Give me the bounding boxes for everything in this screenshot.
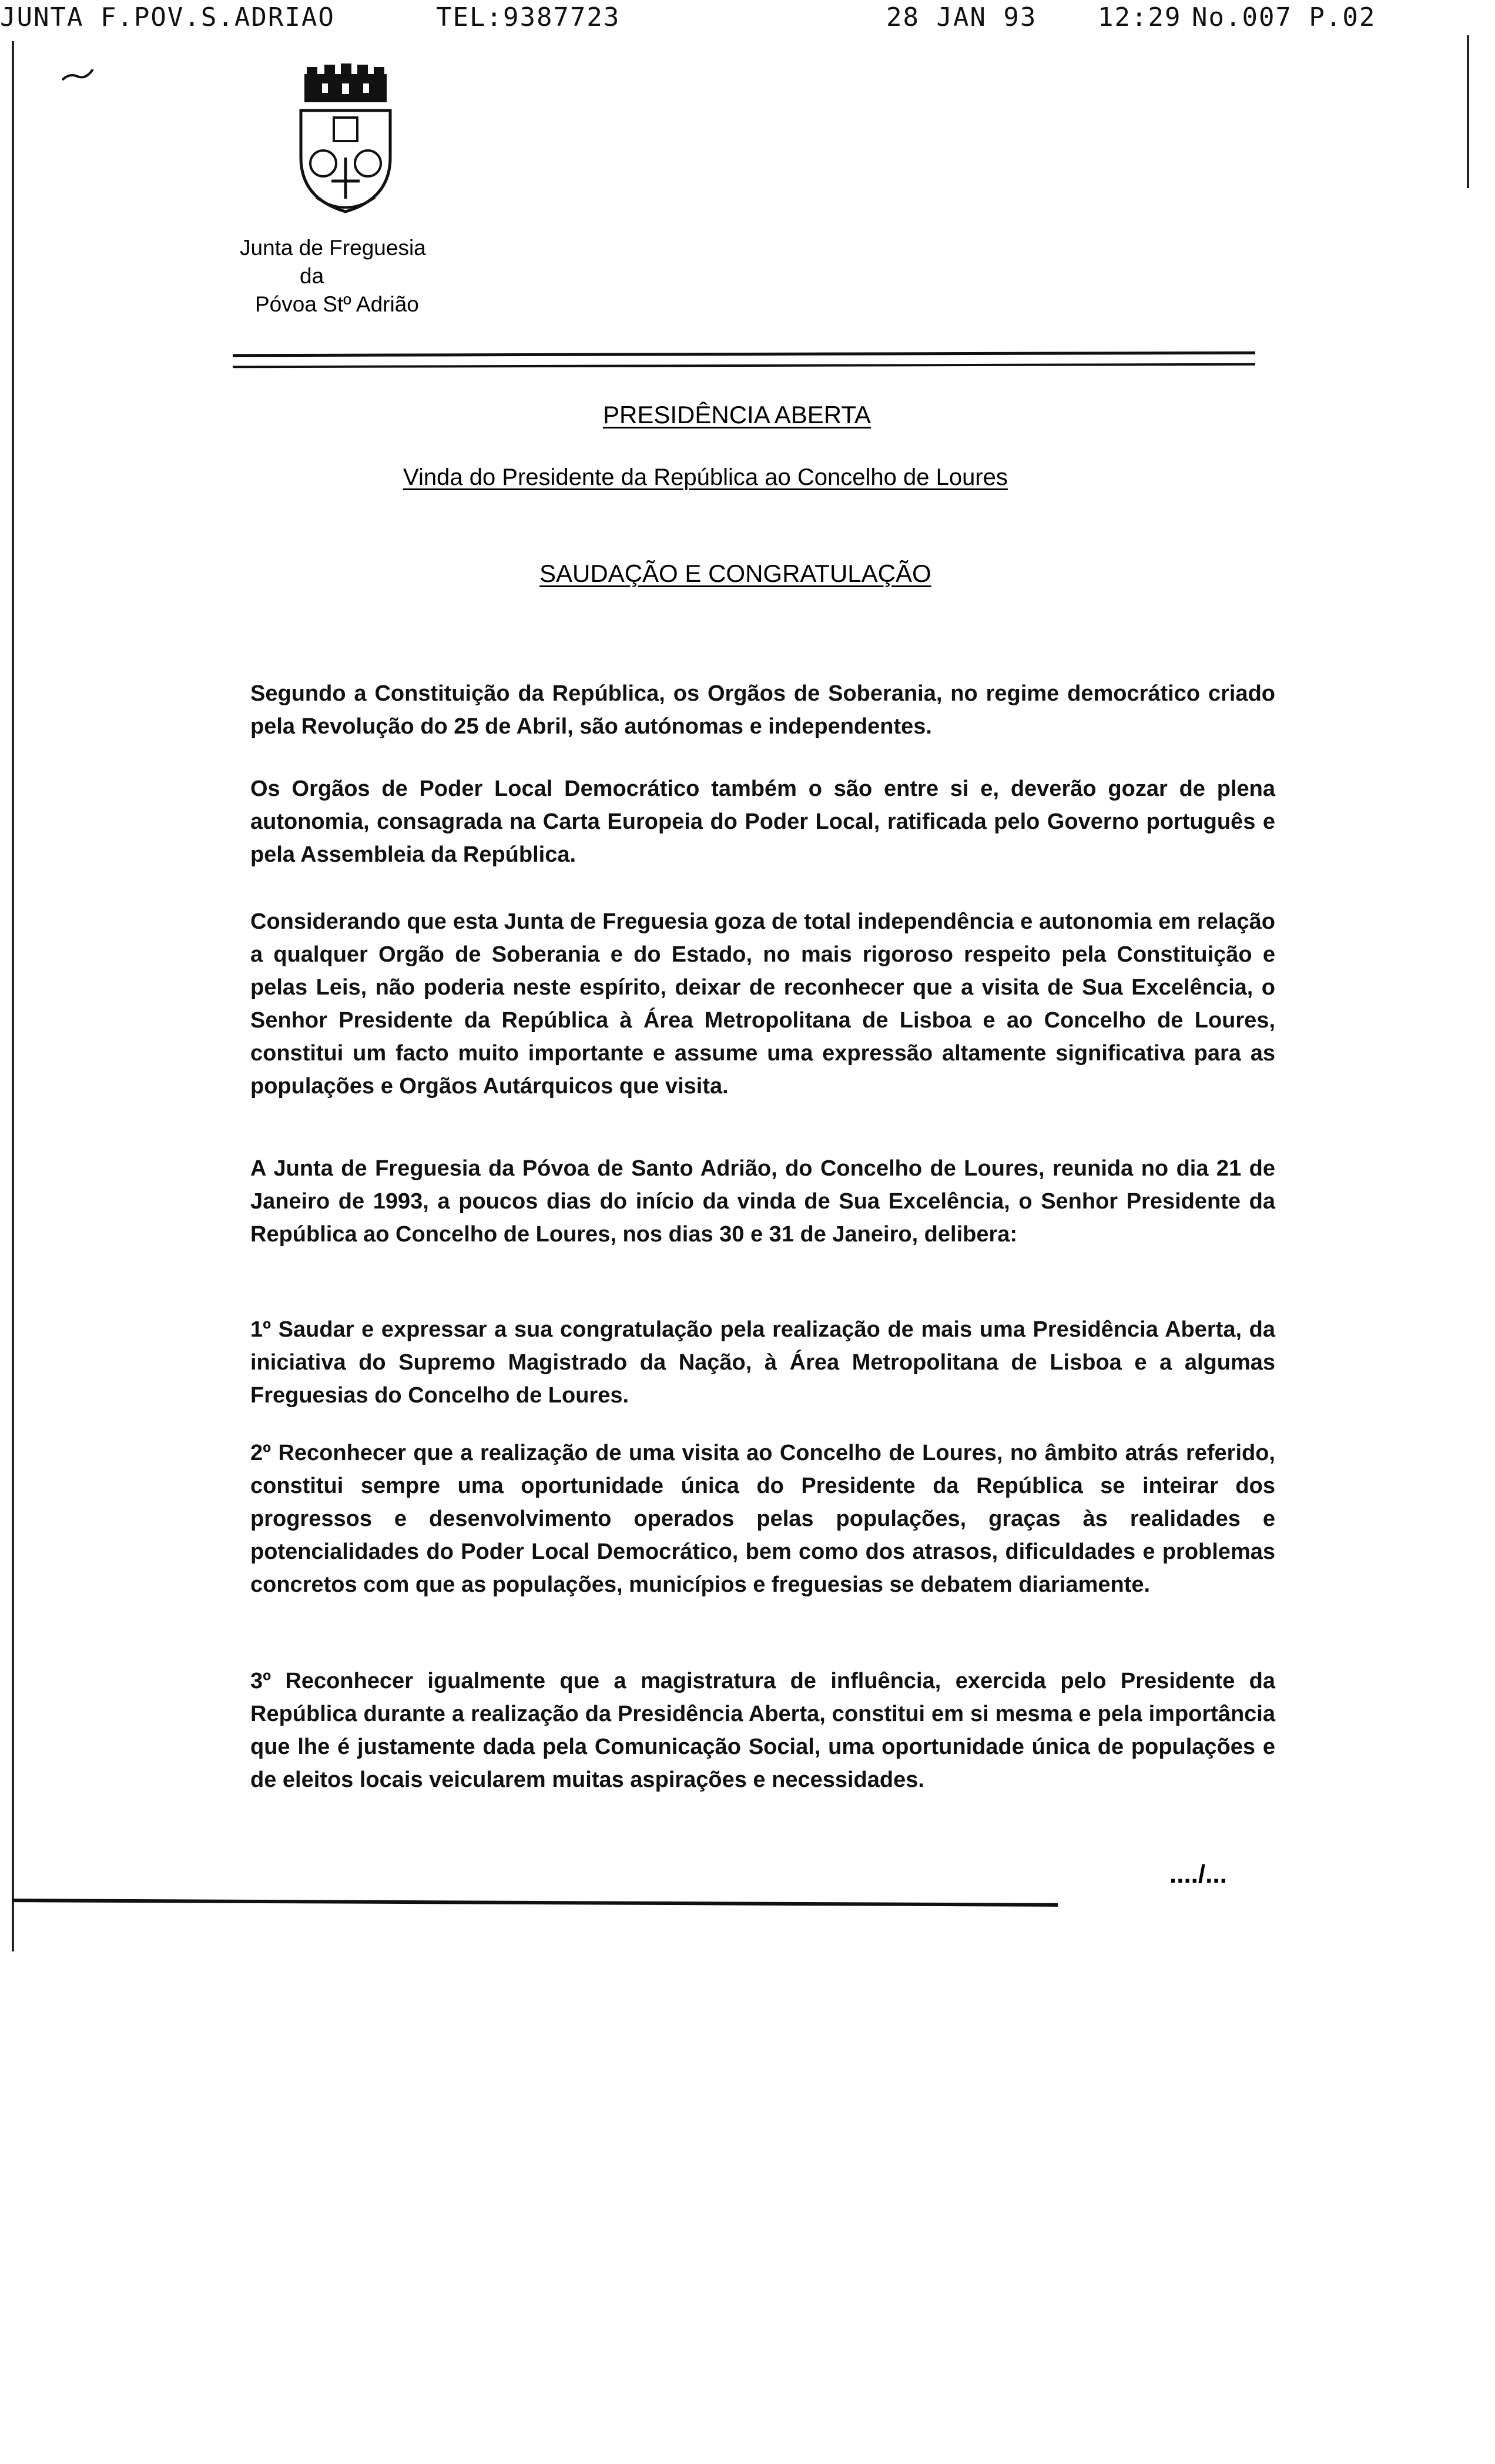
org-line-2: da [300, 264, 324, 288]
paragraph: Os Orgãos de Poder Local Democrático também o são entre si e, deverão gozar de plena autonomia, consagrada na Carta Europeia do Poder Local, ratificada pelo Governo português e pela Assembleia da República. [250, 776, 1275, 867]
paragraph: A Junta de Freguesia da Póvoa de Santo Adrião, do Concelho de Loures, reunida no dia 21 de Janeiro de 1993, a poucos dias do início da vinda de Sua Excelência, o Senhor Presidente da República ao Concelho de Loures, nos dias 30 e 31 de Janeiro, delibera: [250, 1156, 1275, 1247]
document-subtitle: Vinda do Presidente da República ao Concelho de Loures [403, 464, 1008, 490]
resolution-item-2: 2º Reconhecer que a realização de uma visita ao Concelho de Loures, no âmbito atrás referido, constitui sempre uma oportunidade única do Presidente da República se inteirar dos progressos e desenvolvimento operados pelas populações, graças às realidades e potencialidades do Poder Local Democrático, bem como dos atrasos, dificuldades e problemas concretos com que as populações, municípios e freguesias se debatem diariamente. [250, 1441, 1275, 1597]
document-title: PRESIDÊNCIA ABERTA [603, 401, 871, 428]
continuation-mark: ..../... [1169, 1860, 1227, 1889]
header-divider-secondary [233, 363, 1255, 369]
header-divider [233, 351, 1255, 357]
scan-edge-left [12, 41, 14, 1951]
resolution-item-1: 1º Saudar e expressar a sua congratulação pela realização de mais uma Presidência Aberta, da iniciativa do Supremo Magistrado da Nação, à Área Metropolitana de Lisboa e a algumas Freguesias do Concelho de Loures. [250, 1317, 1275, 1408]
section-heading: SAUDAÇÃO E CONGRATULAÇÃO [539, 560, 931, 587]
fax-time: 12:29 [1098, 2, 1182, 32]
fax-page-number: No.007 P.02 [1192, 2, 1376, 32]
fax-date: 28 JAN 93 [886, 2, 1037, 32]
paragraph: Segundo a Constituição da República, os Orgãos de Soberania, no regime democrático criado pela Revolução do 25 de Abril, são autónomas e independentes. [250, 681, 1275, 739]
municipal-crest-icon [281, 63, 410, 222]
fax-phone: TEL:9387723 [436, 2, 621, 32]
org-line-3: Póvoa Stº Adrião [255, 292, 419, 316]
scan-edge-right [1467, 35, 1469, 188]
pen-mark-icon [61, 68, 94, 82]
fax-sender: JUNTA F.POV.S.ADRIAO [0, 2, 335, 32]
paragraph: Considerando que esta Junta de Freguesia goza de total independência e autonomia em relação a qualquer Orgão de Soberania e do Estado, no mais rigoroso respeito pela Constituição e pelas Leis, não poderia neste espírito, deixar de reconhecer que a visita de Sua Excelência, o Senhor Presidente da República à Área Metropolitana de Lisboa e ao Concelho de Loures, constitui um facto muito importante e assume uma expressão altamente significativa para as populações e Orgãos Autárquicos que visita. [250, 909, 1275, 1099]
resolution-item-3: 3º Reconhecer igualmente que a magistratura de influência, exercida pelo Presidente da República durante a realização da Presidência Aberta, constitui em si mesma e pela importância que lhe é justamente dada pela Comunicação Social, uma oportunidade única de populações e de eleitos locais veicularem muitas aspirações e necessidades. [250, 1669, 1275, 1792]
letterhead-org-name [235, 234, 470, 319]
footer-rule [12, 1899, 1058, 1907]
fax-header [0, 2, 1495, 38]
org-line-1: Junta de Freguesia [240, 236, 426, 260]
